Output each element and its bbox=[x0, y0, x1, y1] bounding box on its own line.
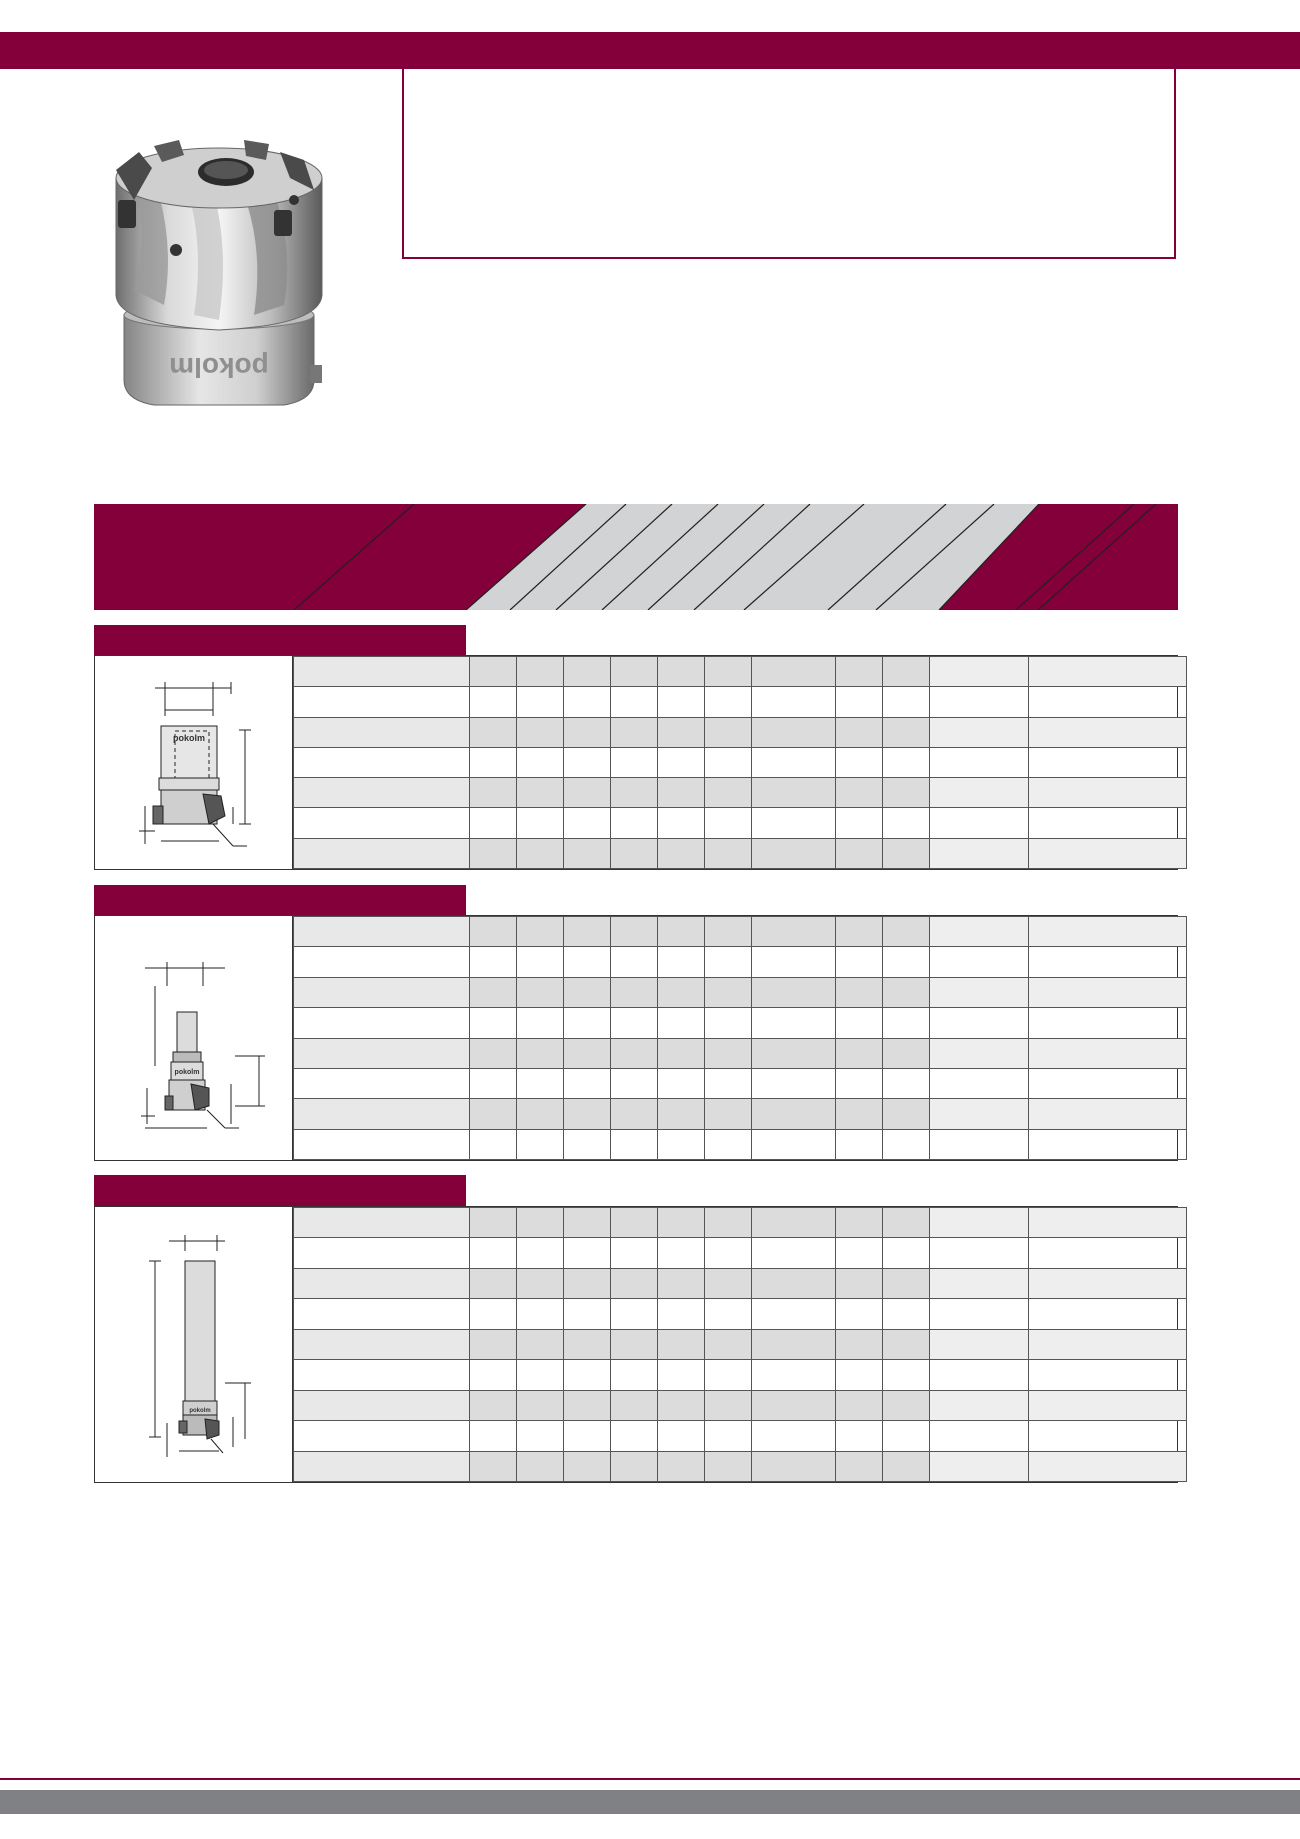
table-row bbox=[294, 1451, 1187, 1482]
section-2-grid bbox=[293, 916, 1187, 1160]
table-row bbox=[294, 977, 1187, 1007]
table-row bbox=[294, 1068, 1187, 1098]
table-row bbox=[294, 1421, 1187, 1451]
table-row bbox=[294, 1038, 1187, 1068]
section-2-tab bbox=[94, 885, 466, 916]
table-row bbox=[294, 1329, 1187, 1359]
section-3-table bbox=[94, 1206, 1178, 1483]
table-header-band bbox=[94, 504, 1178, 610]
screw-in-cutter-diagram bbox=[95, 916, 293, 1160]
table-row bbox=[294, 747, 1187, 777]
footer-band bbox=[0, 1790, 1300, 1814]
product-photo bbox=[94, 100, 348, 478]
table-row bbox=[294, 808, 1187, 838]
section-1-grid bbox=[293, 656, 1187, 869]
table-row bbox=[294, 717, 1187, 747]
table-row bbox=[294, 947, 1187, 977]
table-row bbox=[294, 917, 1187, 947]
table-row bbox=[294, 1129, 1187, 1159]
diagram-logo-text: pokolm bbox=[172, 733, 206, 743]
table-row bbox=[294, 657, 1187, 687]
section-1-tab bbox=[94, 625, 466, 656]
table-row bbox=[294, 1268, 1187, 1298]
shell-mill-diagram bbox=[95, 656, 293, 869]
section-3-tab bbox=[94, 1175, 466, 1206]
info-box bbox=[402, 69, 1176, 259]
table-row bbox=[294, 1390, 1187, 1420]
section-1-table bbox=[94, 655, 1178, 870]
table-row bbox=[294, 1238, 1187, 1268]
table-row bbox=[294, 687, 1187, 717]
footer-rule bbox=[0, 1778, 1300, 1780]
table-row bbox=[294, 1299, 1187, 1329]
table-row bbox=[294, 1008, 1187, 1038]
table-row bbox=[294, 1360, 1187, 1390]
diagram-logo-text: pokolm bbox=[174, 1069, 200, 1076]
diagram-logo-text: pokolm bbox=[189, 1408, 211, 1414]
section-3-grid bbox=[293, 1207, 1187, 1482]
top-brand-band bbox=[0, 32, 1300, 69]
table-row bbox=[294, 838, 1187, 868]
section-2-table bbox=[94, 915, 1178, 1161]
table-row bbox=[294, 778, 1187, 808]
shank-cutter-diagram bbox=[95, 1207, 293, 1482]
product-logo-engraving: pokolm bbox=[169, 352, 269, 383]
table-row bbox=[294, 1208, 1187, 1238]
table-row bbox=[294, 1099, 1187, 1129]
